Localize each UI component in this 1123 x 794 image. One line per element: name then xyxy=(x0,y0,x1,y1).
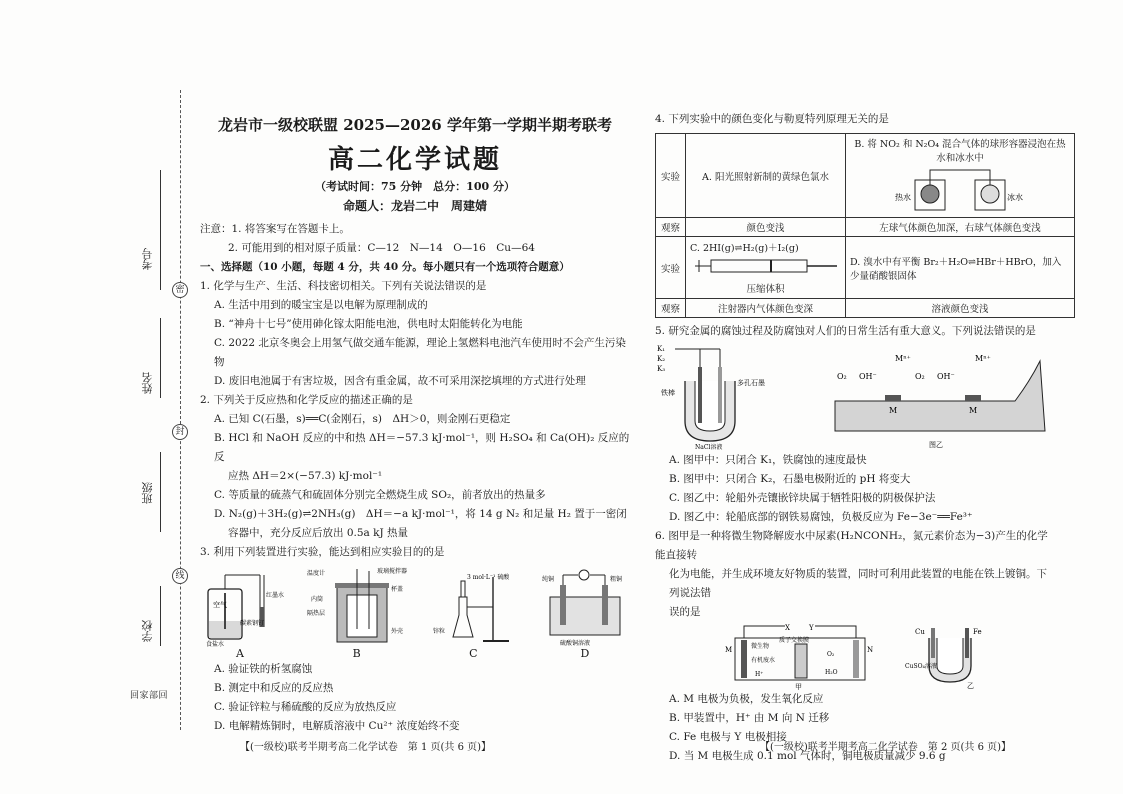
q5-m-2: M xyxy=(969,406,978,415)
q4-row-exp-2: 实验 xyxy=(656,237,686,299)
exam-title: 龙岩市一级校联盟 2025—2026 学年第一学期半期考联考 xyxy=(218,116,612,134)
q3-option-d: D. 电解精炼铜时，电解质溶液中 Cu²⁺ 浓度始终不变 xyxy=(214,720,460,732)
exam-meta: （考试时间：75 分钟 总分：100 分） xyxy=(315,180,515,193)
fig-a-salt-water: 食盐水 xyxy=(206,641,225,648)
q5-fig-yi-caption: 图乙 xyxy=(929,441,943,449)
exam-subtitle: 高二化学试题 xyxy=(327,145,502,175)
q6-option-c: C. Fe 电极与 Y 电极相接 xyxy=(669,731,787,743)
q6-m: M xyxy=(725,646,733,654)
q2-option-a: A. 已知 C(石墨，s)══C(金刚石，s) ΔH＞0，则金刚石更稳定 xyxy=(214,413,511,425)
q4-cell-b-obs: 左球气体颜色加深，右球气体颜色变浅 xyxy=(846,218,1075,237)
q6-stem-2: 化为电能，并生成环境友好物质的装置，同时可利用此装置的电能在铁上镀铜。下列说法错 xyxy=(669,568,1047,599)
fig-d-pure-cu: 纯铜 xyxy=(541,576,554,583)
note-2: 2. 可能用到的相对原子质量：C—12 N—14 O—16 Cu—64 xyxy=(228,242,535,254)
q5-k1: K₁ xyxy=(657,345,666,353)
q2-option-b: B. HCl 和 NaOH 反应的中和热 ΔH＝−57.3 kJ·mol⁻¹，则 H₂SO₄ 和 Ca(OH)₂ 反应的反 xyxy=(214,432,630,463)
q5-k3: K₃ xyxy=(657,365,666,373)
q4-cell-c-text: C. 2HI(g)⇌H₂(g)＋I₂(g) xyxy=(690,243,799,254)
note-1: 注意：1. 将答案写在答题卡上。 xyxy=(200,223,350,235)
q6-option-a: A. M 电极为负极，发生氧化反应 xyxy=(669,693,824,705)
q5-stem: 5. 研究金属的腐蚀过程及防腐蚀对人们的日常生活有重大意义。下列说法错误的是 xyxy=(655,325,1036,337)
q2-option-c: C. 等质量的硫蒸气和硫固体分别完全燃烧生成 SO₂，前者放出的热量多 xyxy=(214,489,546,501)
q6-membrane: 质子交换膜 xyxy=(779,637,810,644)
q4-cell-a: A. 阳光照射新制的黄绿色氯水 xyxy=(686,134,846,218)
q3-option-c: C. 验证锌粒与稀硫酸的反应为放热反应 xyxy=(214,701,397,713)
q6-cu: Cu xyxy=(915,628,925,636)
page-two-footer: 【(一级校)联考半期考高二化学试卷 第 2 页(共 6 页)】 xyxy=(760,742,1012,753)
q2-option-d-cont: 容器中，充分反应后放出 0.5a kJ 热量 xyxy=(228,527,409,539)
q5-k2: K₂ xyxy=(657,355,666,363)
q6-stem-1: 6. 图甲是一种将微生物降解废水中尿素(H₂NCONH₂，氮元素价态为−3)产生的化学能直接转 xyxy=(655,530,1048,561)
q5-option-d: D. 图乙中：轮船底部的钢铁易腐蚀，负极反应为 Fe−3e⁻══Fe³⁺ xyxy=(669,511,973,523)
fig-a-air: 空气 xyxy=(213,601,227,609)
q4-row-obs-2: 观察 xyxy=(656,299,686,318)
fig-b-insulation: 隔热层 xyxy=(306,610,325,617)
q5-mn-1: Mⁿ⁺ xyxy=(895,354,911,363)
q6-fe: Fe xyxy=(973,628,982,636)
q5-fig-jia xyxy=(655,341,775,451)
fig-label-d: D xyxy=(580,647,590,660)
q4-cell-d: D. 溴水中有平衡 Br₂＋H₂O⇌HBr＋HBrO，加入少量硝酸银固体 xyxy=(846,237,1075,299)
fig-b-thermometer: 温度计 xyxy=(306,570,325,577)
name-line xyxy=(160,318,161,398)
section-heading: 一、选择题（10 小题，每题 4 分，共 40 分。每小题只有一个选项符合题意） xyxy=(200,261,570,273)
class-line xyxy=(160,452,161,532)
page-two xyxy=(655,110,1066,766)
q6-waste: 有机废水 xyxy=(751,657,776,664)
q5-o2-2: O₂ xyxy=(915,372,925,381)
q4-cell-c-obs: 注射器内气体颜色变深 xyxy=(686,299,846,318)
q6-fig-jia-caption: 甲 xyxy=(795,683,802,691)
fig-label-c: C xyxy=(469,647,478,660)
q4-ice-water: 冰水 xyxy=(1007,193,1023,202)
q5-option-c: C. 图乙中：轮船外壳镶嵌锌块属于牺牲阳极的阴极保护法 xyxy=(669,492,936,504)
q4-fig-b xyxy=(895,164,1025,212)
q4-stem: 4. 下列实验中的颜色变化与勒夏特列原理无关的是 xyxy=(655,113,889,125)
q3-figure-c xyxy=(433,567,513,660)
seal-mark-feng: 封 xyxy=(172,424,188,440)
q5-graphite: 多孔石墨 xyxy=(737,379,765,387)
q5-iron-rod: 铁棒 xyxy=(661,389,675,397)
q3-figure-a xyxy=(200,567,285,660)
q6-h-plus: H⁺ xyxy=(755,671,764,678)
fig-a-steel-nail: 碳素钢钉 xyxy=(240,620,265,627)
exam-number-label: 考号 xyxy=(141,248,154,270)
q4-row-exp-1: 实验 xyxy=(656,134,686,218)
q4-cell-d-obs: 溶液颜色变浅 xyxy=(846,299,1075,318)
name-label: 姓名 xyxy=(141,372,154,394)
q5-option-b: B. 图甲中：只闭合 K₂，石墨电极附近的 pH 将变大 xyxy=(669,473,911,485)
class-label: 班级 xyxy=(141,482,154,504)
q3-option-b: B. 测定中和反应的反应热 xyxy=(214,682,334,694)
q4-fig-c xyxy=(691,254,841,278)
q6-o2: O₂ xyxy=(827,651,835,658)
exam-number-line xyxy=(160,170,161,290)
fig-d-crude-cu: 粗铜 xyxy=(609,576,622,583)
q6-figures xyxy=(655,622,1055,690)
q5-o2-1: O₂ xyxy=(837,372,847,381)
fig-c-acid: 3 mol·L⁻¹ 硫酸 xyxy=(467,574,510,581)
school-line xyxy=(160,586,161,646)
q2-option-d: D. N₂(g)＋3H₂(g)⇌2NH₃(g) ΔH＝−a kJ·mol⁻¹，将 14 g N₂ 和足量 H₂ 置于一密闭 xyxy=(214,508,627,520)
q5-option-a: A. 图甲中：只闭合 K₁，铁腐蚀的速度最快 xyxy=(669,454,867,466)
q6-stem-3: 误的是 xyxy=(669,606,701,618)
q4-cell-b xyxy=(846,134,1075,218)
q1-option-d: D. 废旧电池属于有害垃圾，因含有重金属，故不可采用深挖填埋的方式进行处理 xyxy=(214,375,586,387)
q4-row-obs-1: 观察 xyxy=(656,218,686,237)
fig-a-red-ink: 红墨水 xyxy=(266,592,285,599)
fig-b-stirrer: 玻璃搅拌器 xyxy=(376,568,407,575)
page-one xyxy=(200,110,630,736)
fig-b-lid: 杯盖 xyxy=(390,586,403,593)
q1-option-a: A. 生活中用到的暖宝宝是以电解为原理制成的 xyxy=(214,299,428,311)
q1-option-b: B. “神舟十七号”使用砷化镓太阳能电池，供电时太阳能转化为电能 xyxy=(214,318,523,330)
q3-figures xyxy=(200,564,630,660)
q6-cuso4: CuSO₄溶液 xyxy=(905,663,937,670)
q4-table xyxy=(655,133,1075,318)
q4-cell-a-obs: 颜色变浅 xyxy=(686,218,846,237)
school-label: 学校 xyxy=(141,620,154,642)
q6-option-b: B. 甲装置中，H⁺ 由 M 向 N 迁移 xyxy=(669,712,830,724)
q1-option-c: C. 2022 北京冬奥会上用氢气做交通车能源，理论上氢燃料电池汽车使用时不会产生污染物 xyxy=(214,337,626,368)
q2-option-b-cont: 应热 ΔH＝2×(−57.3) kJ·mol⁻¹ xyxy=(228,470,383,482)
q2-stem: 2. 下列关于反应热和化学反应的描述正确的是 xyxy=(200,394,413,406)
page-one-footer: 【(一级校)联考半期考高二化学试卷 第 1 页(共 6 页)】 xyxy=(240,742,492,753)
q6-option-d: D. 当 M 电极生成 0.1 mol 气体时，铜电极质量减少 9.6 g xyxy=(669,750,946,762)
q5-mn-2: Mⁿ⁺ xyxy=(975,354,991,363)
q3-stem: 3. 利用下列装置进行实验，能达到相应实验目的的是 xyxy=(200,546,445,558)
fig-b-inner: 内筒 xyxy=(310,596,323,603)
q3-option-a: A. 验证铁的析氢腐蚀 xyxy=(214,663,313,675)
q4-cell-c xyxy=(686,237,846,299)
q4-cell-b-text: B. 将 NO₂ 和 N₂O₄ 混合气体的球形容器浸泡在热水和冰水中 xyxy=(854,139,1066,164)
q6-fig-jia xyxy=(715,622,885,690)
q6-h2o: H₂O xyxy=(825,669,838,676)
exam-author: 命题人：龙岩二中 周建婧 xyxy=(342,199,487,213)
q5-oh-2: OH⁻ xyxy=(937,372,955,381)
q5-nacl: NaCl溶液 xyxy=(695,444,723,451)
fig-c-zinc: 锌粒 xyxy=(433,628,446,635)
q6-fig-yi xyxy=(905,622,995,690)
q4-compress-label: 压缩体积 xyxy=(746,284,785,295)
q3-figure-d xyxy=(540,567,630,660)
q6-x: X xyxy=(785,624,790,632)
q6-fig-yi-caption: 乙 xyxy=(967,682,974,690)
qr-code: 回家部回 xyxy=(130,691,169,701)
q5-m-1: M xyxy=(889,406,898,415)
q5-oh-1: OH⁻ xyxy=(859,372,877,381)
q6-y: Y xyxy=(809,624,814,632)
fig-d-solution: 硫酸铜溶液 xyxy=(559,640,590,647)
q3-figure-b xyxy=(307,567,407,660)
seal-mark-xian: 线 xyxy=(172,568,188,584)
fig-b-shell: 外壳 xyxy=(390,628,403,635)
fig-label-a: A xyxy=(236,647,244,660)
seal-mark-mi: 密 xyxy=(172,282,188,298)
q5-figures xyxy=(655,341,1055,451)
q6-microbe: 微生物 xyxy=(751,643,770,650)
q6-n: N xyxy=(867,646,874,654)
q4-hot-water: 热水 xyxy=(895,193,911,202)
q5-fig-yi xyxy=(825,341,1055,451)
q1-stem: 1. 化学与生产、生活、科技密切相关。下列有关说法错误的是 xyxy=(200,280,487,292)
seal-dashed-line xyxy=(180,90,181,730)
fig-label-b: B xyxy=(352,647,361,660)
